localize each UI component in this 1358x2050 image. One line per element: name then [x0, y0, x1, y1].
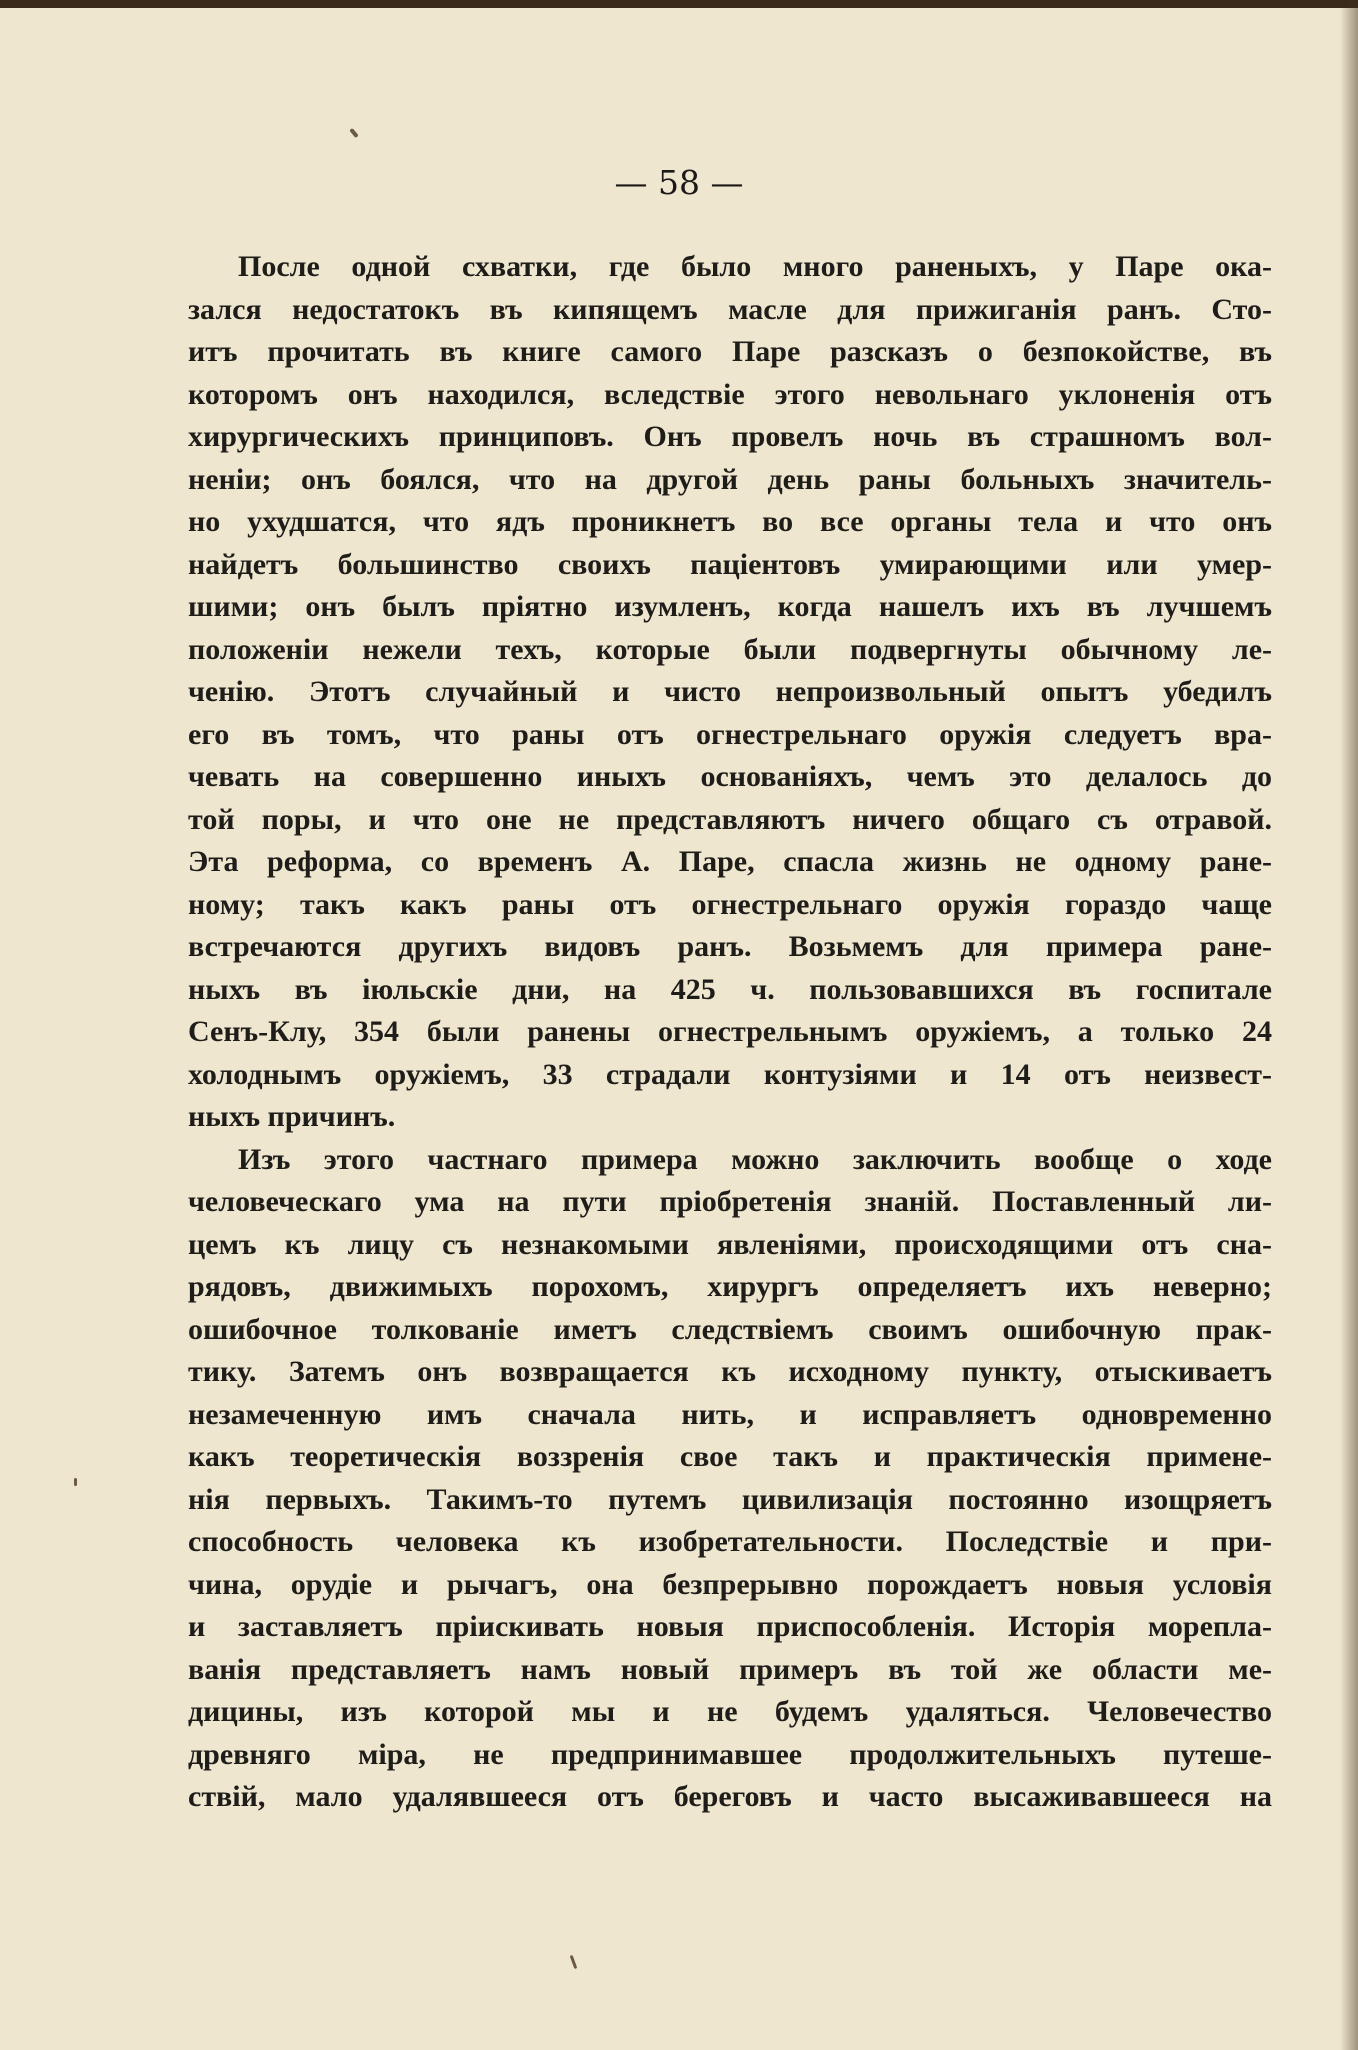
text-line: но ухудшатся, что ядъ проникнетъ во все органы тела и что онъ	[188, 505, 1272, 538]
text-line: хирургическихъ принциповъ. Онъ провелъ ночь въ страшномъ вол-	[188, 420, 1272, 453]
text-line: ныхъ причинъ.	[188, 1100, 396, 1133]
text-line: древняго міра, не предпринимавшее продолжительныхъ путеше-	[188, 1737, 1272, 1771]
paper-speck	[570, 1955, 578, 1969]
text-line: незамеченную имъ сначала нить, и исправляетъ одновременно	[188, 1397, 1272, 1431]
text-line: способность человека къ изобретательности. Последствіе и при-	[188, 1525, 1272, 1558]
text-line: Изъ этого частнаго примера можно заключить вообще о ходе	[238, 1142, 1272, 1176]
text-line: итъ прочитать въ книге самого Паре разсказъ о безпокойстве, въ	[188, 335, 1272, 368]
text-line: встречаются другихъ видовъ ранъ. Возьмемъ для примера ране-	[188, 930, 1272, 963]
text-line: той поры, и что оне не представляютъ ничего общаго съ отравой.	[188, 802, 1272, 836]
text-line: ошибочное толкованіе иметъ следствіемъ своимъ ошибочную прак-	[188, 1312, 1272, 1346]
text-line: ныхъ въ іюльскіе дни, на 425 ч. пользовавшихся въ госпитале	[188, 972, 1272, 1006]
text-line: положеніи нежели техъ, которые были подвергнуты обычному ле-	[188, 632, 1272, 666]
page-number: — 58 —	[614, 163, 744, 202]
text-line: ному; такъ какъ раны отъ огнестрельнаго оружія гораздо чаще	[188, 887, 1272, 921]
paper-speck	[349, 128, 358, 138]
text-line: тику. Затемъ онъ возвращается къ исходному пункту, отыскиваетъ	[188, 1355, 1272, 1388]
text-line: его въ томъ, что раны отъ огнестрельнаго оружія следуетъ вра-	[188, 717, 1272, 751]
text-line: Эта реформа, со временъ А. Паре, спасла жизнь не одному ране-	[188, 845, 1272, 878]
text-line: рядовъ, движимыхъ порохомъ, хирургъ определяетъ ихъ неверно;	[188, 1270, 1272, 1303]
text-line: найдетъ большинство своихъ паціентовъ умирающими или умер-	[188, 547, 1272, 581]
text-line: цемъ къ лицу съ незнакомыми явленіями, происходящими отъ сна-	[188, 1227, 1272, 1261]
text-line: неніи; онъ боялся, что на другой день раны больныхъ значитель-	[188, 462, 1272, 496]
text-line: ченію. Этотъ случайный и чисто непроизвольный опытъ убедилъ	[188, 675, 1272, 708]
page-top-edge	[0, 0, 1358, 8]
text-line: и заставляетъ пріискивать новыя приспособленія. Исторія морепла-	[188, 1610, 1272, 1643]
text-line: холоднымъ оружіемъ, 33 страдали контузіями и 14 отъ неизвест-	[188, 1057, 1272, 1091]
text-line: которомъ онъ находился, вследствіе этого невольнаго уклоненія отъ	[188, 377, 1272, 411]
page-binding-shadow	[1340, 0, 1358, 2050]
text-line: ствій, мало удалявшееся отъ береговъ и часто высаживавшееся на	[188, 1780, 1272, 1813]
body-text	[188, 246, 1272, 1819]
text-line: чевать на совершенно иныхъ основаніяхъ, чемъ это делалось до	[188, 760, 1272, 793]
paper-speck	[74, 1478, 77, 1486]
text-line: дицины, изъ которой мы и не будемъ удаляться. Человечество	[188, 1695, 1272, 1728]
text-line: шими; онъ былъ пріятно изумленъ, когда нашелъ ихъ въ лучшемъ	[188, 590, 1272, 623]
text-line: Сенъ-Клу, 354 были ранены огнестрельнымъ оружіемъ, а только 24	[188, 1015, 1272, 1048]
text-line: какъ теоретическія воззренія свое такъ и практическія примене-	[188, 1440, 1272, 1473]
text-line: нія первыхъ. Такимъ-то путемъ цивилизація постоянно изощряетъ	[188, 1482, 1272, 1516]
text-line: зался недостатокъ въ кипящемъ масле для прижиганія ранъ. Сто-	[188, 292, 1272, 326]
text-line: чина, орудіе и рычагъ, она безпрерывно порождаетъ новыя условія	[188, 1567, 1272, 1601]
text-line: человеческаго ума на пути пріобретенія знаній. Поставленный ли-	[188, 1185, 1272, 1218]
text-line: После одной схватки, где было много раненыхъ, у Паре ока-	[238, 250, 1272, 283]
text-line: ванія представляетъ намъ новый примеръ въ той же области ме-	[188, 1652, 1272, 1686]
